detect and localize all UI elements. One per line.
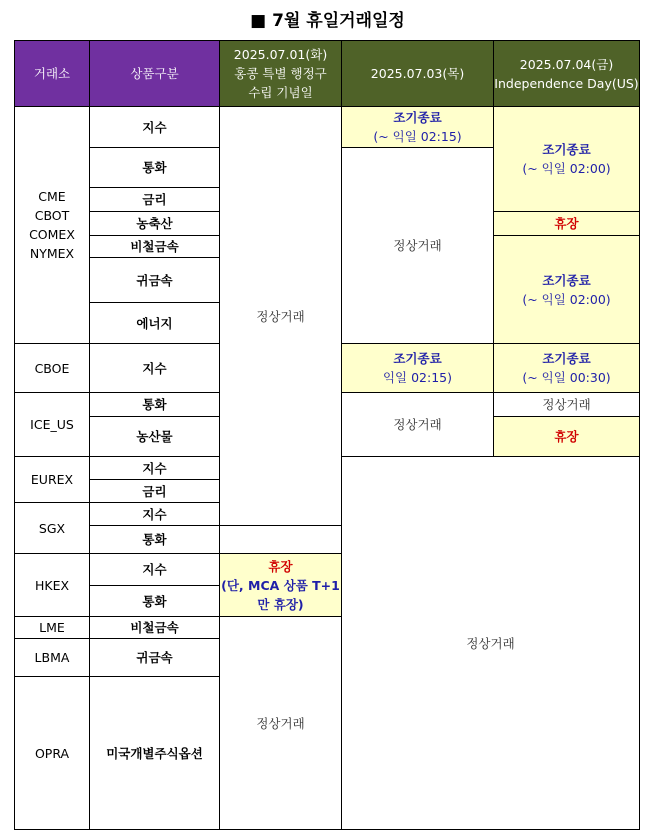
header-date-0701-holiday-2: 수립 기념일 — [248, 85, 313, 100]
status-0703-early-close — [342, 107, 494, 148]
status-0703-normal: 정상거래 — [342, 393, 494, 457]
header-date-0701-holiday: 홍콩 특별 행정구 — [234, 66, 327, 81]
product-cell: 금리 — [90, 188, 220, 212]
product-cell: 통화 — [90, 393, 220, 417]
header-date-0704-date: 2025.07.04(금) — [519, 56, 614, 72]
exchange-lme: LME — [15, 617, 90, 639]
status-0701-closed-hkex — [220, 554, 342, 617]
exchange-cme-group — [15, 107, 90, 344]
exchange-name: CBOT — [34, 208, 70, 223]
status-0703-0704-normal: 정상거래 — [342, 457, 640, 830]
product-cell: 농축산 — [90, 212, 220, 236]
early-close-time: (~ 익일 02:00) — [522, 291, 611, 307]
header-date-0701 — [220, 41, 342, 107]
product-cell: 귀금속 — [90, 258, 220, 303]
product-cell: 통화 — [90, 148, 220, 188]
product-cell: 농산물 — [90, 417, 220, 457]
header-row — [15, 41, 640, 107]
exchange-sgx: SGX — [15, 503, 90, 554]
holiday-schedule-table — [14, 40, 640, 830]
closed-label: 휴장 — [268, 558, 293, 574]
status-0704-closed: 휴장 — [494, 212, 640, 236]
status-0704-normal: 정상거래 — [494, 393, 640, 417]
early-close-label: 조기종료 — [393, 110, 442, 125]
status-0704-early-close — [494, 344, 640, 393]
exchange-name: COMEX — [29, 227, 75, 242]
hkex-note: 만 휴장) — [257, 596, 304, 612]
status-0704-early-close — [494, 236, 640, 344]
page-title: ■ 7월 휴일거래일정 — [250, 11, 405, 31]
exchange-hkex: HKEX — [15, 554, 90, 617]
header-product: 상품구분 — [90, 41, 220, 107]
product-cell: 미국개별주식옵션 — [90, 677, 220, 830]
product-cell: 지수 — [90, 503, 220, 526]
early-close-time: (~ 익일 02:15) — [373, 129, 462, 144]
early-close-label: 조기종료 — [393, 351, 442, 366]
early-close-label: 조기종료 — [542, 351, 591, 366]
product-cell: 지수 — [90, 554, 220, 586]
exchange-cboe: CBOE — [15, 344, 90, 393]
header-date-0703: 2025.07.03(목) — [342, 41, 494, 107]
table-row — [15, 107, 640, 148]
early-close-time: (~ 익일 00:30) — [522, 370, 611, 385]
early-close-time: (~ 익일 02:00) — [522, 161, 611, 176]
early-close-time: 익일 02:15) — [382, 370, 453, 385]
exchange-ice-us: ICE_US — [15, 393, 90, 457]
status-0701-normal: 정상거래 — [220, 107, 342, 526]
hkex-note: (단, MCA 상품 T+1 — [221, 577, 340, 593]
header-date-0704 — [494, 41, 640, 107]
status-0703-early-close — [342, 344, 494, 393]
exchange-eurex: EUREX — [15, 457, 90, 503]
header-exchange: 거래소 — [15, 41, 90, 107]
status-0701-normal: 정상거래 — [220, 617, 342, 830]
exchange-name: NYMEX — [29, 246, 75, 261]
product-cell: 통화 — [90, 586, 220, 617]
exchange-opra: OPRA — [15, 677, 90, 830]
product-cell: 지수 — [90, 457, 220, 480]
exchange-name: CME — [38, 189, 66, 204]
exchange-lbma: LBMA — [15, 639, 90, 677]
header-date-0701-date: 2025.07.01(화) — [233, 47, 328, 62]
product-cell: 귀금속 — [90, 639, 220, 677]
product-cell: 통화 — [90, 526, 220, 554]
status-0704-early-close — [494, 107, 640, 212]
early-close-label: 조기종료 — [542, 272, 591, 288]
status-0704-closed: 휴장 — [494, 417, 640, 457]
status-0703-normal: 정상거래 — [342, 148, 494, 344]
product-cell: 비철금속 — [90, 236, 220, 258]
header-date-0704-holiday: Independence Day(US) — [494, 75, 639, 91]
product-cell: 비철금속 — [90, 617, 220, 639]
product-cell: 에너지 — [90, 303, 220, 344]
product-cell: 금리 — [90, 480, 220, 503]
product-cell: 지수 — [90, 107, 220, 148]
product-cell: 지수 — [90, 344, 220, 393]
early-close-label: 조기종료 — [542, 142, 591, 157]
